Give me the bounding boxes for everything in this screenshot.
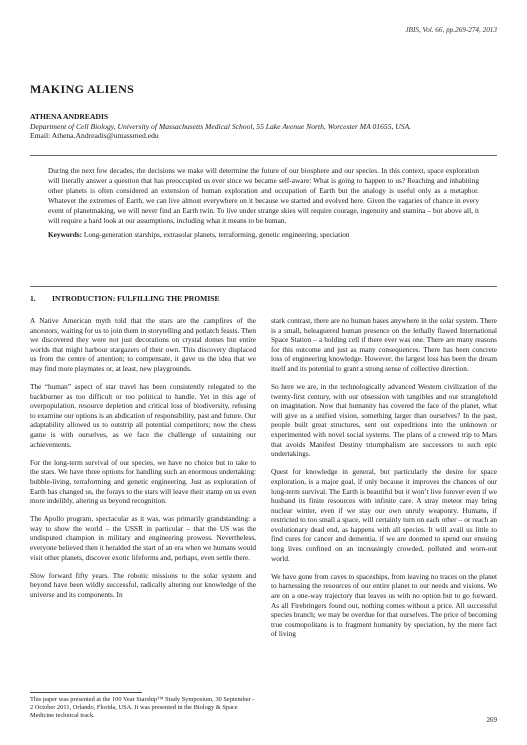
body-paragraph: For the long-term survival of our species, we have no choice but to take to the stars. We have three options for handling such an enormous undertaking: bubble-living, terraforming and genetic engineering. Just as exploration of Earth has changed us, the forays to the stars will leave their stamp on us even more indelibly, altering us beyond recognition. <box>30 457 256 506</box>
footnote: This paper was presented at the 100 Year Starship™ Study Symposium, 30 September - 2 October 2011, Orlando, Florida, USA. It was presented in the Biology & Space Medicine technical track. <box>30 696 255 720</box>
paper-title: MAKING ALIENS <box>30 82 135 96</box>
section-number: 1. <box>30 294 36 303</box>
author-email: Email: Athena.Andreadis@umassmed.edu <box>30 131 159 141</box>
abstract-bottom-rule <box>30 286 497 287</box>
abstract-top-rule <box>30 155 497 156</box>
author-affiliation: Department of Cell Biology, University of Massachusetts Medical School, 55 Lake Avenue North, Worcester MA 01655, USA. <box>30 121 412 131</box>
author-name: ATHENA ANDREADIS <box>30 112 109 121</box>
abstract <box>48 166 479 240</box>
section-heading <box>30 294 220 303</box>
left-column <box>30 316 256 608</box>
body-paragraph: So here we are, in the technologically advanced Western civilization of the twenty-first century, with our obsession with tangibles and our stranglehold on imagination. Now that humanity has covered the face of the planet, what will give us a unified vision, something larger than ourselves? In the past, people built great structures, sent out expeditions into the unknown or experimented with novel social systems. The plans of a crewed trip to Mars that avoids Manifest Destiny triumphalism are successors to such epic undertakings. <box>271 382 497 459</box>
body-paragraph: A Native American myth told that the stars are the campfires of the ancestors, waiting for us to join them in storytelling and potlatch feasts. Then we discovered they were not just decorations on crystal domes but entire worlds that might harbour stargazers of their own. This discovery displaced us from the centre of attention; to compensate, it gave us the idea that we may find more playmates or, at least, new playgrounds. <box>30 316 256 373</box>
abstract-text: During the next few decades, the decisions we make will determine the future of our biosphere and our species. In this context, space exploration will literally answer a question that has preoccupied us ever since we became self-aware: What is going to happen to us? Reaching and inhabiting other planets is often considered an extension of human exploration and occupation of Earth but the analogy is useful only as a metaphor. Whatever the extremes of Earth, we can live almost everywhere on it because we started and evolved here. Given the vagaries of chance in every event of planetmaking, we will never find an Earth twin. To live under strange skies will require courage, ingenuity and stamina – but above all, it will require a hard look at our assumptions, including what it means to be human. <box>48 166 479 225</box>
section-title: INTRODUCTION: FULFILLING THE PROMISE <box>52 294 220 303</box>
body-paragraph: Slow forward fifty years. The robotic missions to the solar system and beyond have been wildly successful, radically altering our knowledge of the universe and its components. In <box>30 570 256 599</box>
author-block <box>30 112 411 141</box>
right-column <box>271 316 497 647</box>
journal-reference: JBIS, Vol. 66, pp.269-274, 2013 <box>405 26 497 34</box>
body-paragraph: Quest for knowledge in general, but particularly the desire for space exploration, is a major goal, if only because it improves the chances of our long-term survival. The Earth is beautiful but it won’t live forever even if we husband its finite resources with infinite care. A stray meteor may bring nuclear winter, even if we stay our own unruly weaponry. Humans, if restricted to too small a space, will certainly turn on each other – or reach an evolutionary dead end, as happens with all species. It will avail us little to find cures for cancer and dementia, if we are doomed to spend our ensuing long lives confined on an increasingly crowded, polluted and worn-out world. <box>271 467 497 563</box>
body-paragraph: The Apollo program, spectacular as it was, was primarily grandstanding: a way to show the world – the USSR in particular – that the US was the undisputed champion in military and engineering prowess. Nevertheless, everyone believed then it heralded the start of an era when we humans would visit other planets, discover exotic lifeforms and, perhaps, even settle there. <box>30 514 256 562</box>
body-paragraph: The “human” aspect of star travel has been consistently relegated to the backburner as too difficult or too political to handle. Yet in this age of overpopulation, resource depletion and critical loss of biodiversity, refusing to examine our options is an abdication of responsibility, past and future. Our adaptability allowed us to outstrip all potential competitors; now the chess game is with ourselves, as we face the challenge of sustaining our achievements. <box>30 382 256 449</box>
keywords-label: Keywords: <box>48 230 83 240</box>
page-number: 269 <box>486 716 497 724</box>
body-paragraph: stark contrast, there are no human bases anywhere in the solar system. There is a small, beleaguered human presence on the lethally flawed International Space Station – a holding cell if there ever was one. There are many reasons for this outcome and just as many consequences. There has been concrete loss of engineering knowledge. However, the largest loss has been the dream itself and its potential to grant a strong sense of collective direction. <box>271 316 497 373</box>
footnote-rule <box>30 692 142 693</box>
body-paragraph: We have gone from caves to spaceships, from leaving no traces on the planet to harnessing the resources of our entire planet to our needs and visions. We are on a one-way trajectory that leaves us with no option but to go forward. As all Firebringers found out, nothing comes without a price. All successful species branch; we may be overdue for that ourselves. The price of becoming true cosmopolitans is to fragment humanity by speciation, by the mere fact of living <box>271 571 497 639</box>
keywords-text: Long-generation starships, extrasolar planets, terraforming, genetic engineering, speciation <box>83 230 350 240</box>
keywords <box>48 230 479 240</box>
